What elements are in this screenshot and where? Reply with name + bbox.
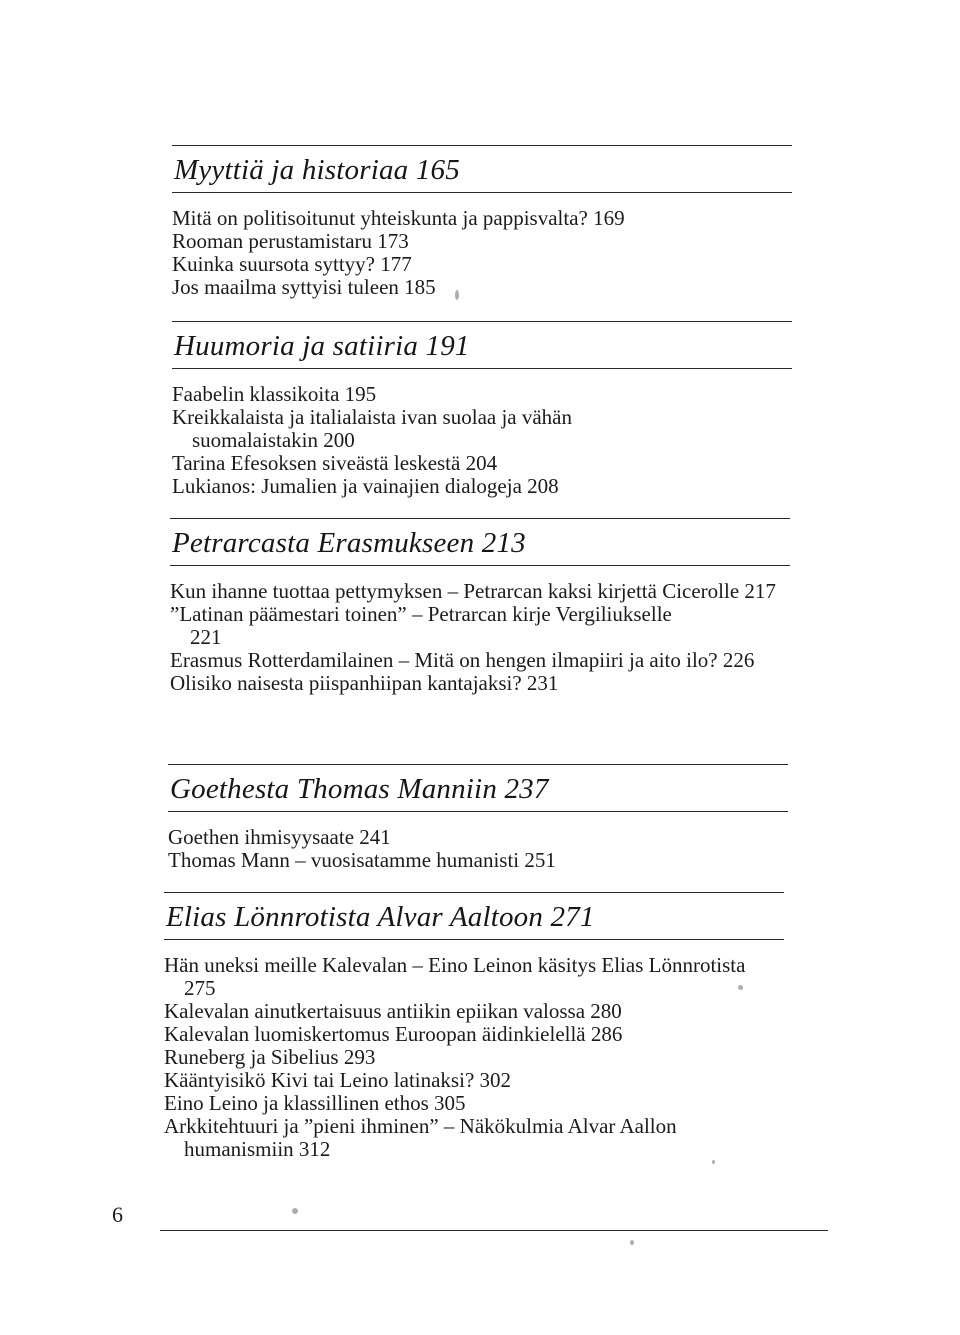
toc-entry: Kuinka suursota syttyy? 177	[172, 252, 412, 276]
toc-section	[168, 764, 788, 872]
scan-speck	[292, 1208, 298, 1214]
toc-entry: Faabelin klassikoita 195	[172, 382, 377, 406]
toc-entry: Kääntyisikö Kivi tai Leino latinaksi? 302	[164, 1068, 512, 1092]
scan-speck	[738, 985, 743, 990]
toc-entry: Goethen ihmisyysaate 241	[168, 825, 391, 849]
section-title: Huumoria ja satiiria 191	[174, 330, 470, 362]
toc-entries	[168, 812, 788, 872]
section-title: Petrarcasta Erasmukseen 213	[172, 527, 526, 559]
toc-entry: Olisiko naisesta piispanhiipan kantajaksi? 231	[170, 671, 559, 695]
scan-speck	[712, 1160, 715, 1164]
toc-entry: Mitä on politisoitunut yhteiskunta ja pappisvalta? 169	[172, 206, 625, 230]
footer-rule	[160, 1230, 828, 1231]
toc-entry: Jos maailma syttyisi tuleen 185	[172, 275, 436, 299]
toc-entries	[172, 193, 792, 299]
toc-section	[172, 321, 792, 498]
toc-entry: Eino Leino ja klassillinen ethos 305	[164, 1091, 466, 1115]
toc-entry: Rooman perustamistaru 173	[172, 229, 409, 253]
toc-section	[170, 518, 790, 695]
toc-entry: Tarina Efesoksen siveästä leskestä 204	[172, 451, 498, 475]
toc-entries	[172, 369, 672, 498]
toc-section	[164, 892, 784, 1161]
scan-speck	[630, 1240, 634, 1245]
toc-entry: Kalevalan luomiskertomus Euroopan äidinkielellä 286	[164, 1022, 623, 1046]
toc-entries	[170, 566, 790, 695]
toc-entry: Kun ihanne tuottaa pettymyksen – Petrarcan kaksi kirjettä Cicerolle 217	[170, 579, 776, 603]
toc-entry: Lukianos: Jumalien ja vainajien dialogeja 208	[172, 474, 559, 498]
toc-entry: Kreikkalaista ja italialaista ivan suolaa ja vähän suomalaistakin 200	[172, 405, 573, 452]
section-title: Myyttiä ja historiaa 165	[174, 154, 460, 186]
toc-entry: Hän uneksi meille Kalevalan – Eino Leinon käsitys Elias Lönnrotista 275	[164, 953, 746, 1000]
toc-entry: Thomas Mann – vuosisatamme humanisti 251	[168, 848, 556, 872]
toc-entries	[164, 940, 754, 1161]
scan-speck	[455, 290, 459, 300]
page-footer	[112, 1198, 832, 1238]
toc-entry: Arkkitehtuuri ja ”pieni ihminen” – Näkökulmia Alvar Aallon humanismiin 312	[164, 1114, 677, 1161]
section-title: Elias Lönnrotista Alvar Aaltoon 271	[166, 901, 595, 933]
toc-entry: Kalevalan ainutkertaisuus antiikin epiikan valossa 280	[164, 999, 622, 1023]
page-number: 6	[112, 1202, 123, 1227]
toc-entry: Runeberg ja Sibelius 293	[164, 1045, 376, 1069]
toc-section	[172, 145, 792, 299]
toc-entry: ”Latinan päämestari toinen” – Petrarcan kirje Vergiliukselle 221	[170, 602, 672, 649]
toc-entry: Erasmus Rotterdamilainen – Mitä on hengen ilmapiiri ja aito ilo? 226	[170, 648, 755, 672]
section-title: Goethesta Thomas Manniin 237	[170, 773, 549, 805]
